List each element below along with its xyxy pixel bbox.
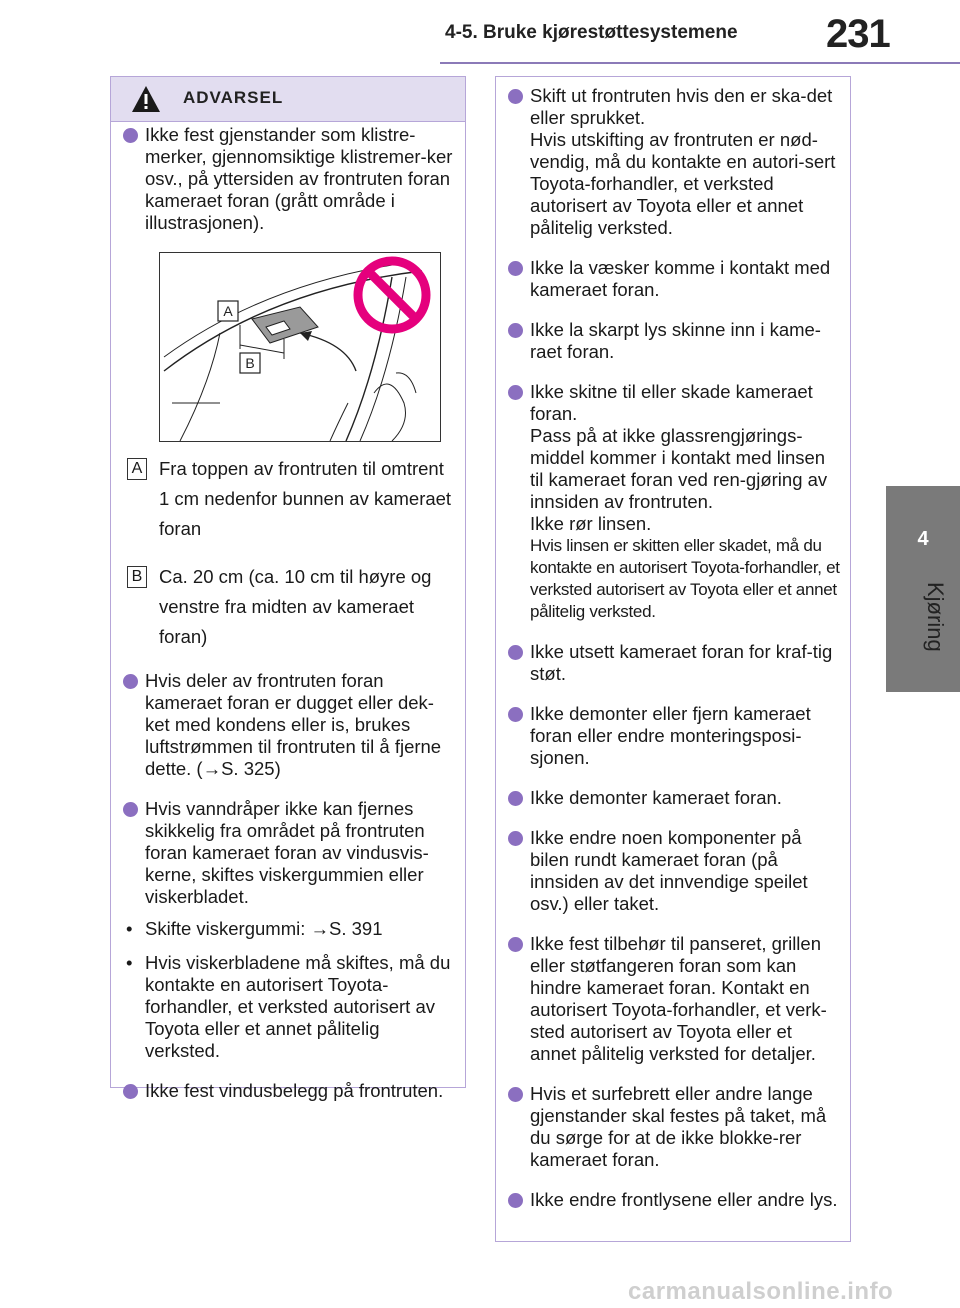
bullet-dirt-damage bbox=[506, 381, 840, 623]
bullet-text: Ikke rør linsen. bbox=[530, 513, 652, 534]
warning-bullet-stickers bbox=[121, 124, 455, 234]
bullet-text: Ikke fest gjenstander som klistre-merker, gjennomsiktige klistremer-ker osv., på yttersiden av frontruten foran kameraet foran (grått område i illustrasjonen). bbox=[145, 124, 453, 233]
bullet-text: Ikke la skarpt lys skinne inn i kame-raet foran. bbox=[530, 319, 821, 362]
sub-bullet-wiper-blades bbox=[121, 952, 455, 1062]
header-divider bbox=[440, 62, 960, 64]
watermark-text: carmanualsonline.info bbox=[628, 1278, 894, 1305]
bullet-bright-light bbox=[506, 319, 840, 363]
bullet-text: Ikke demonter kameraet foran. bbox=[530, 787, 782, 808]
label-a-badge: A bbox=[127, 458, 147, 480]
bullet-accessories bbox=[506, 933, 840, 1065]
camera-illustration bbox=[159, 252, 441, 442]
bullet-liquids bbox=[506, 257, 840, 301]
windshield-camera-figure bbox=[160, 253, 441, 442]
bullet-replace-windshield bbox=[506, 85, 840, 239]
chapter-label: Kjøring bbox=[923, 582, 948, 652]
bullet-text: Pass på at ikke glassrengjørings-middel kommer i kontakt med linsen til kameraet foran ved ren-gjøring av innsiden av frontruten. bbox=[530, 425, 828, 512]
bullet-text: Ikke fest vindusbelegg på frontruten. bbox=[145, 1080, 444, 1101]
definition-b-text: Ca. 20 cm (ca. 10 cm til høyre og venstre fra midten av kameraet foran) bbox=[159, 566, 432, 647]
section-title: 4-5. Bruke kjørestøttesystemene bbox=[445, 22, 738, 43]
page-number: 231 bbox=[826, 12, 890, 56]
figure-label-b: B bbox=[245, 355, 255, 371]
warning-bullet-fog bbox=[121, 670, 455, 780]
bullet-lights bbox=[506, 1189, 840, 1211]
bullet-text: Hvis linsen er skitten eller skadet, må du kontakte en autorisert Toyota-forhandler, et verksted autorisert av Toyota eller et annet pålitelig verksted. bbox=[530, 536, 840, 621]
bullet-text: Ikke endre frontlysene eller andre lys. bbox=[530, 1189, 838, 1210]
definition-b bbox=[121, 562, 455, 652]
sub-bullet-text: Hvis viskerbladene må skiftes, må du kontakte en autorisert Toyota-forhandler, et verksted autorisert av Toyota eller et annet pålitelig verksted. bbox=[145, 952, 451, 1061]
bullet-text: Ikke endre noen komponenter på bilen rundt kameraet foran (på innsiden av det innvendige speilet osv.) eller taket. bbox=[530, 827, 808, 914]
bullet-disassemble bbox=[506, 787, 840, 809]
bullet-text: Skift ut frontruten hvis den er ska-det eller sprukket. bbox=[530, 85, 833, 128]
bullet-roof-items bbox=[506, 1083, 840, 1171]
warning-box-continued bbox=[495, 76, 851, 1242]
bullet-text: Ikke la væsker komme i kontakt med kameraet foran. bbox=[530, 257, 831, 300]
bullet-text: Ikke skitne til eller skade kameraet foran. bbox=[530, 381, 813, 424]
bullet-text: Ikke utsett kameraet foran for kraf-tig støt. bbox=[530, 641, 833, 684]
warning-triangle-icon bbox=[131, 85, 161, 113]
bullet-dismount bbox=[506, 703, 840, 769]
definition-a-text: Fra toppen av frontruten til omtrent 1 cm nedenfor bunnen av kameraet foran bbox=[159, 458, 452, 539]
figure-label-a: A bbox=[223, 303, 233, 319]
bullet-text: Hvis utskifting av frontruten er nød-vendig, må du kontakte en autori-sert Toyota-forhandler, et verksted autorisert av Toyota eller et annet pålitelig verksted. bbox=[530, 129, 836, 238]
bullet-text: Ikke demonter eller fjern kameraet foran eller endre monteringsposi-sjonen. bbox=[530, 703, 811, 768]
sub-bullet-wiper-rubber bbox=[121, 918, 455, 940]
warning-header bbox=[111, 77, 465, 122]
definition-a bbox=[121, 454, 455, 544]
warning-box bbox=[110, 76, 466, 1101]
chapter-number: 4 bbox=[917, 528, 929, 550]
bullet-impact bbox=[506, 641, 840, 685]
warning-title: ADVARSEL bbox=[183, 88, 284, 107]
bullet-text: Ikke fest tilbehør til panseret, grillen eller støtfangeren foran som kan hindre kameraet foran. Kontakt en autorisert Toyota-forhandler, et verk-sted autorisert av Toyota eller et annet pålitelig verksted for detaljer. bbox=[530, 933, 827, 1064]
warning-bullet-coating bbox=[121, 1080, 455, 1102]
bullet-components bbox=[506, 827, 840, 915]
watermark bbox=[0, 1264, 960, 1308]
sub-bullet-text: Skifte viskergummi: →S. 391 bbox=[145, 918, 383, 939]
label-b-badge: B bbox=[127, 566, 147, 588]
bullet-text: Hvis deler av frontruten foran kameraet foran er dugget eller dek-ket med kondens eller is, brukes luftstrømmen til frontruten til å fjerne dette. (→S. 325) bbox=[145, 670, 442, 779]
warning-bullet-water bbox=[121, 798, 455, 908]
bullet-text: Hvis vanndråper ikke kan fjernes skikkelig fra området på frontruten foran kameraet foran av vindusvis-kerne, skiftes viskergummien eller viskerbladet. bbox=[145, 798, 429, 907]
bullet-text: Hvis et surfebrett eller andre lange gjenstander skal festes på taket, må du sørge for at de ikke blokke-rer kameraet foran. bbox=[530, 1083, 827, 1170]
